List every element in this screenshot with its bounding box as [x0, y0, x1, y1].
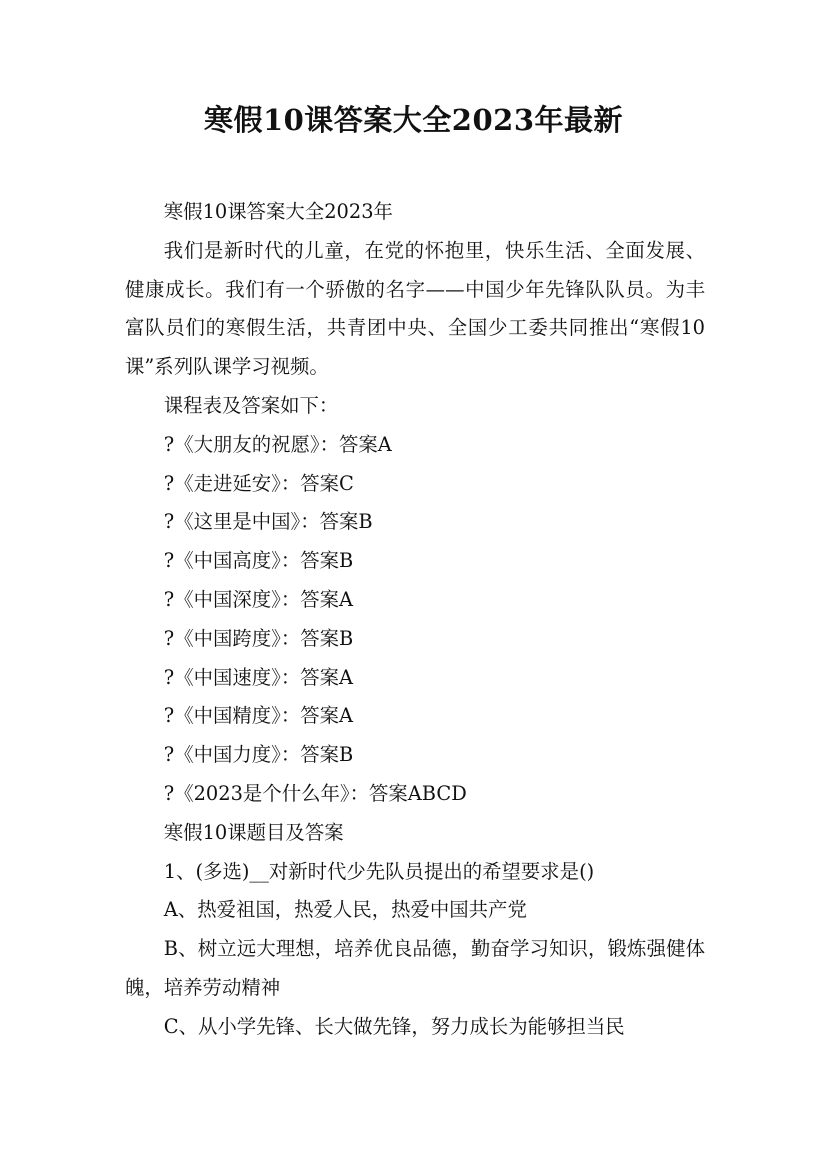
course-answer-item: ?《大朋友的祝愿》：答案A — [163, 432, 392, 456]
course-answer-item: ?《中国速度》：答案A — [163, 665, 354, 689]
document-title: 寒假10课答案大全2023年最新 — [203, 103, 624, 137]
course-answer-item: ?《这里是中国》：答案B — [163, 510, 373, 534]
course-answer-item: ?《中国高度》：答案B — [163, 549, 354, 573]
course-answer-item: ?《中国深度》：答案A — [163, 587, 354, 611]
paragraph-intro: 我们是新时代的儿童，在党的怀抱里，快乐生活、全面发展、健康成长。我们有一个骄傲的名字——中国少年先锋队队员。为丰富队员们的寒假生活，共青团中央、全国少工委共同推出“寒假10课”系列队课学习视频。 — [125, 238, 705, 379]
paragraph-schedule-heading: 课程表及答案如下： — [163, 393, 339, 417]
course-answer-item: ?《走进延安》：答案C — [163, 471, 354, 495]
course-answer-item: ?《中国跨度》：答案B — [163, 626, 354, 650]
course-answer-item: ?《2023是个什么年》：答案ABCD — [163, 781, 467, 805]
paragraph-questions-heading: 寒假10课题目及答案 — [163, 820, 344, 844]
answer-option: B、树立远大理想，培养优良品德，勤奋学习知识，锻炼强健体魄，培养劳动精神 — [125, 937, 705, 999]
course-answer-item: ?《中国精度》：答案A — [163, 704, 354, 728]
question-text: 1、(多选)__对新时代少先队员提出的希望要求是() — [163, 859, 595, 883]
answer-option: C、从小学先锋、长大做先锋，努力成长为能够担当民 — [163, 1014, 625, 1038]
course-answer-item: ?《中国力度》：答案B — [163, 743, 354, 767]
document-body — [125, 193, 705, 1047]
answer-option: A、热爱祖国，热爱人民，热爱中国共产党 — [163, 898, 527, 922]
paragraph-subtitle: 寒假10课答案大全2023年 — [163, 200, 393, 223]
